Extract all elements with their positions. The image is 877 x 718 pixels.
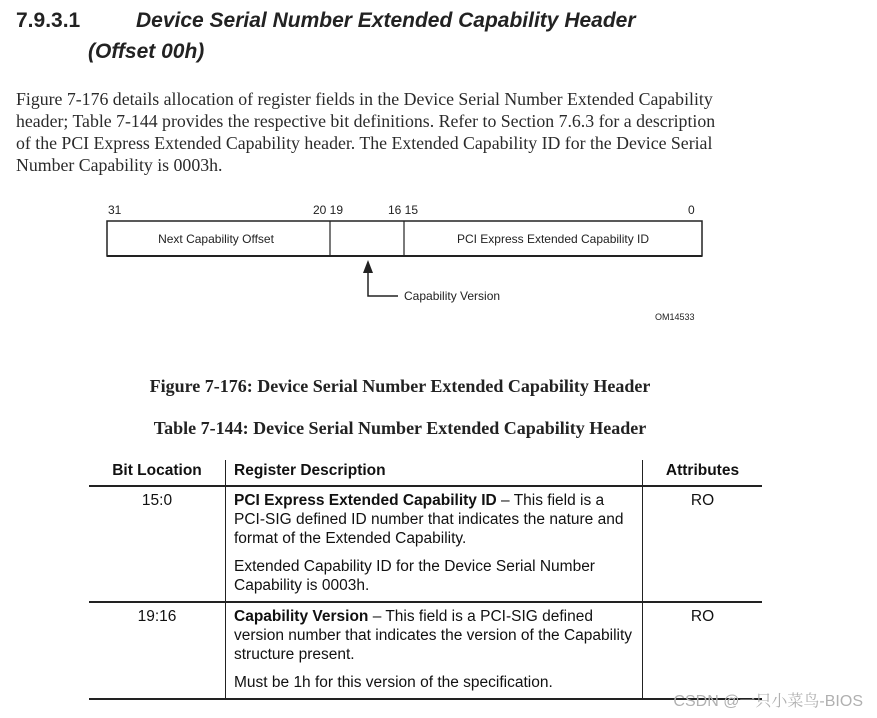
register-table [89, 460, 762, 700]
field-pcie-extended-capability-id: PCI Express Extended Capability ID [456, 232, 650, 246]
bit-label-20-19: 20 19 [313, 203, 344, 217]
paragraph-line: of the PCI Express Extended Capability header. The Extended Capability ID for the Device Serial [16, 133, 713, 153]
paragraph-line: Figure 7-176 details allocation of register fields in the Device Serial Number Extended Capability [16, 89, 713, 109]
bit-location-cell: 19:16 [89, 602, 226, 699]
section-number: 7.9.3.1 [16, 9, 81, 32]
header-bit-location: Bit Location [89, 460, 226, 486]
bit-label-16-15: 16 15 [388, 203, 419, 217]
bit-label-31: 31 [108, 203, 122, 217]
table-header-row [89, 460, 762, 486]
register-diagram [0, 0, 877, 340]
section-offset: (Offset 00h) [88, 40, 205, 63]
table-caption: Table 7-144: Device Serial Number Extended Capability Header [153, 418, 647, 438]
field-name: Capability Version [234, 608, 369, 625]
field-note: Must be 1h for this version of the specification. [234, 674, 553, 691]
field-note: Extended Capability ID for the Device Serial Number Capability is 0003h. [234, 558, 595, 594]
attribute-cell: RO [643, 602, 763, 699]
description-cell [226, 486, 643, 602]
watermark: CSDN @一只小菜鸟-BIOS [673, 693, 863, 710]
field-next-capability-offset: Next Capability Offset [158, 232, 274, 246]
field-description: – This field is a PCI-SIG defined version number that indicates the version of the Capability structure present. [234, 608, 633, 663]
field-description: – This field is a PCI-SIG defined ID number that indicates the nature and format of the Extended Capability. [234, 492, 624, 547]
section-title: Device Serial Number Extended Capability Header [136, 9, 636, 32]
paragraph-line: Number Capability is 0003h. [16, 155, 223, 175]
callout-capability-version: Capability Version [404, 289, 501, 303]
paragraph-line: header; Table 7-144 provides the respective bit definitions. Refer to Section 7.6.3 for a description [16, 111, 716, 131]
table-row [89, 602, 762, 699]
figure-id: OM14533 [655, 312, 695, 322]
figure-caption: Figure 7-176: Device Serial Number Extended Capability Header [149, 376, 651, 396]
callout-line [368, 270, 398, 296]
description-cell [226, 602, 643, 699]
attribute-cell: RO [643, 486, 763, 602]
bit-location-cell: 15:0 [89, 486, 226, 602]
field-name: PCI Express Extended Capability ID [234, 492, 497, 509]
header-attributes: Attributes [643, 460, 763, 486]
header-register-description: Register Description [226, 460, 643, 486]
bit-label-0: 0 [688, 203, 695, 217]
table-row [89, 486, 762, 602]
